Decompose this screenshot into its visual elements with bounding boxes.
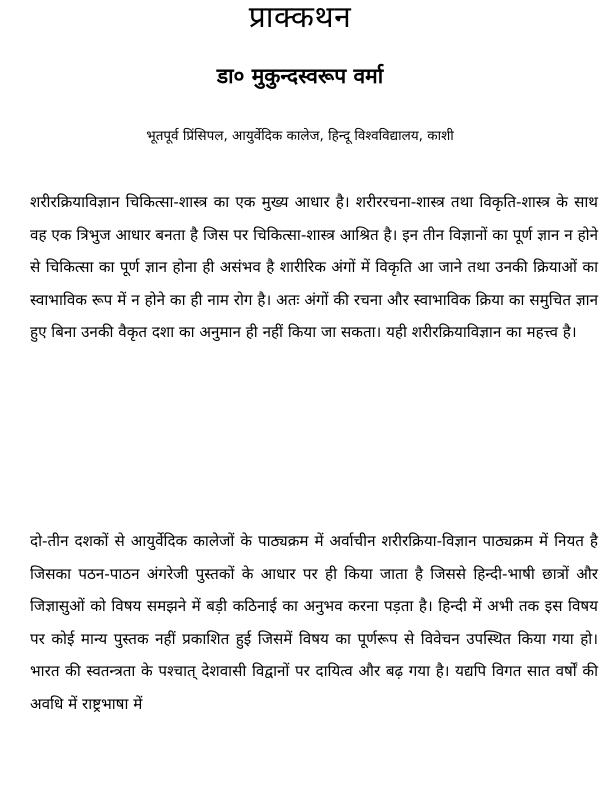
author-affiliation: भूतपूर्व प्रिंसिपल, आयुर्वेदिक कालेज, हिन्दू विश्वविद्यालय, काशी bbox=[146, 128, 454, 144]
author-name: डा० मुकुन्दस्वरूप वर्मा bbox=[216, 64, 384, 88]
paragraph-1: शरीरक्रियाविज्ञान चिकित्सा-शास्त्र का एक मुख्य आधार है। शरीररचना-शास्त्र तथा विकृति-शास्त्र के साथ वह एक त्रिभुज आधार बनता है जिस पर चिकित्सा-शास्त्र आश्रित है। इन तीन विज्ञानों का पूर्ण ज्ञान न होने से चिकित्सा का पूर्ण ज्ञान होना ही असंभव है शारीरिक अंगों में विकृति आ जाने तथा उनकी क्रियाओं का स्वाभाविक रूप में न होने का ही नाम रोग है। अतः अंगों की रचना और स्वाभाविक क्रिया का समुचित ज्ञान हुए बिना उनकी वैकृत दशा का अनुमान ही नहीं किया जा सकता। यही शरीरक्रियाविज्ञान का महत्त्व है। bbox=[30, 193, 598, 341]
paragraph-2: दो-तीन दशकों से आयुर्वेदिक कालेजों के पाठ्यक्रम में अर्वाचीन शरीरक्रिया-विज्ञान पाठ्यक्रम में नियत है जिसका पठन-पाठन अंगरेजी पुस्तकों के आधार पर ही किया जाता है जिससे हिन्दी-भाषी छात्रों और जिज्ञासुओं को विषय समझने में बड़ी कठिनाई का अनुभव करना पड़ता है। हिन्दी में अभी तक इस विषय पर कोई मान्य पुस्तक नहीं प्रकाशित हुई जिसमें विषय का पूर्णरूप से विवेचन उपस्थित किया गया हो। भारत की स्वतन्त्रता के पश्चात् देशवासी विद्वानों पर दायित्व और बढ़ गया है। यद्यपि विगत सात वर्षों की अवधि में राष्ट्रभाषा में bbox=[30, 532, 598, 713]
page-title: प्राक्कथन bbox=[248, 0, 352, 35]
